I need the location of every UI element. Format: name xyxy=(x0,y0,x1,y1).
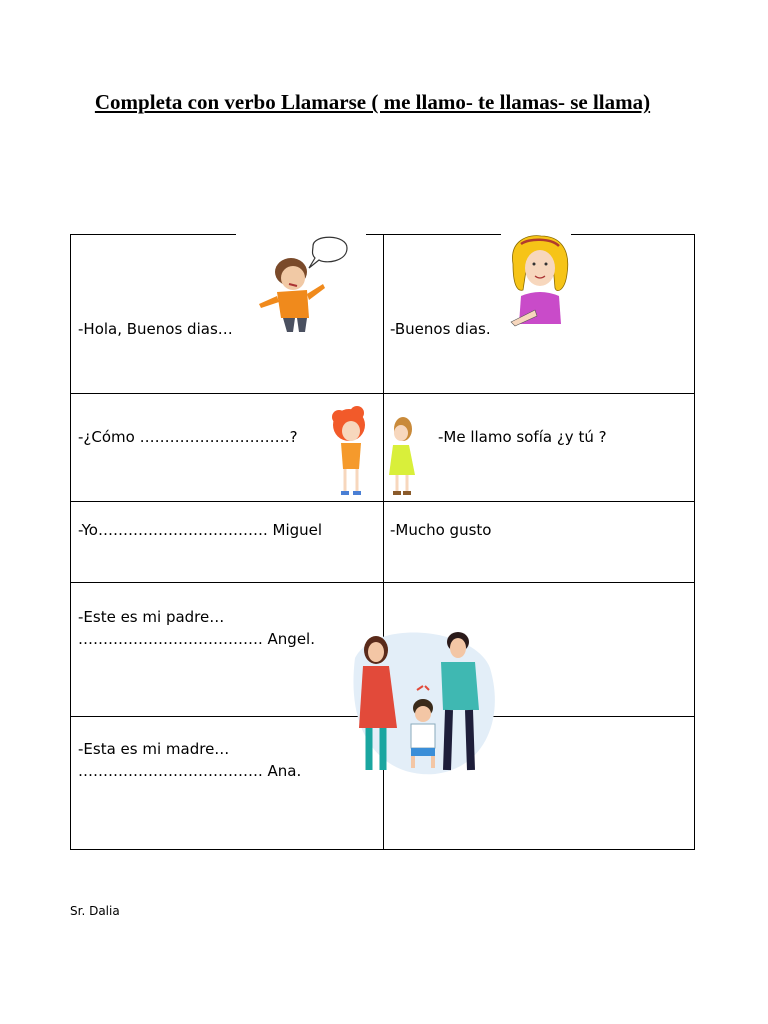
row5-left-line1: -Esta es mi madre… xyxy=(78,740,230,758)
row3-right-text: -Mucho gusto xyxy=(390,521,492,539)
row1-right-text: -Buenos dias. xyxy=(390,320,491,338)
row1-left-text: -Hola, Buenos dias… xyxy=(78,320,233,338)
two-kids-illustration xyxy=(325,403,420,498)
row4-left-line1: -Este es mi padre… xyxy=(78,608,225,626)
row-divider-3 xyxy=(71,582,694,583)
worksheet-title: Completa con verbo Llamarse ( me llamo- te llamas- se llama) xyxy=(94,90,651,114)
footer-author: Sr. Dalia xyxy=(70,904,120,918)
family-illustration xyxy=(345,628,495,778)
row5-left-line2: ………………………………. Ana. xyxy=(78,762,302,780)
row3-left-text: -Yo……………………………. Miguel xyxy=(78,521,323,539)
row-divider-1 xyxy=(71,393,694,394)
row4-left-line2: ………………………………. Angel. xyxy=(78,630,315,648)
boy-talking-illustration xyxy=(245,232,355,334)
row2-left-text: -¿Cómo …………………………? xyxy=(78,428,298,446)
girl-illustration xyxy=(505,234,575,328)
row-divider-2 xyxy=(71,501,694,502)
row2-right-text: -Me llamo sofía ¿y tú ? xyxy=(438,428,607,446)
